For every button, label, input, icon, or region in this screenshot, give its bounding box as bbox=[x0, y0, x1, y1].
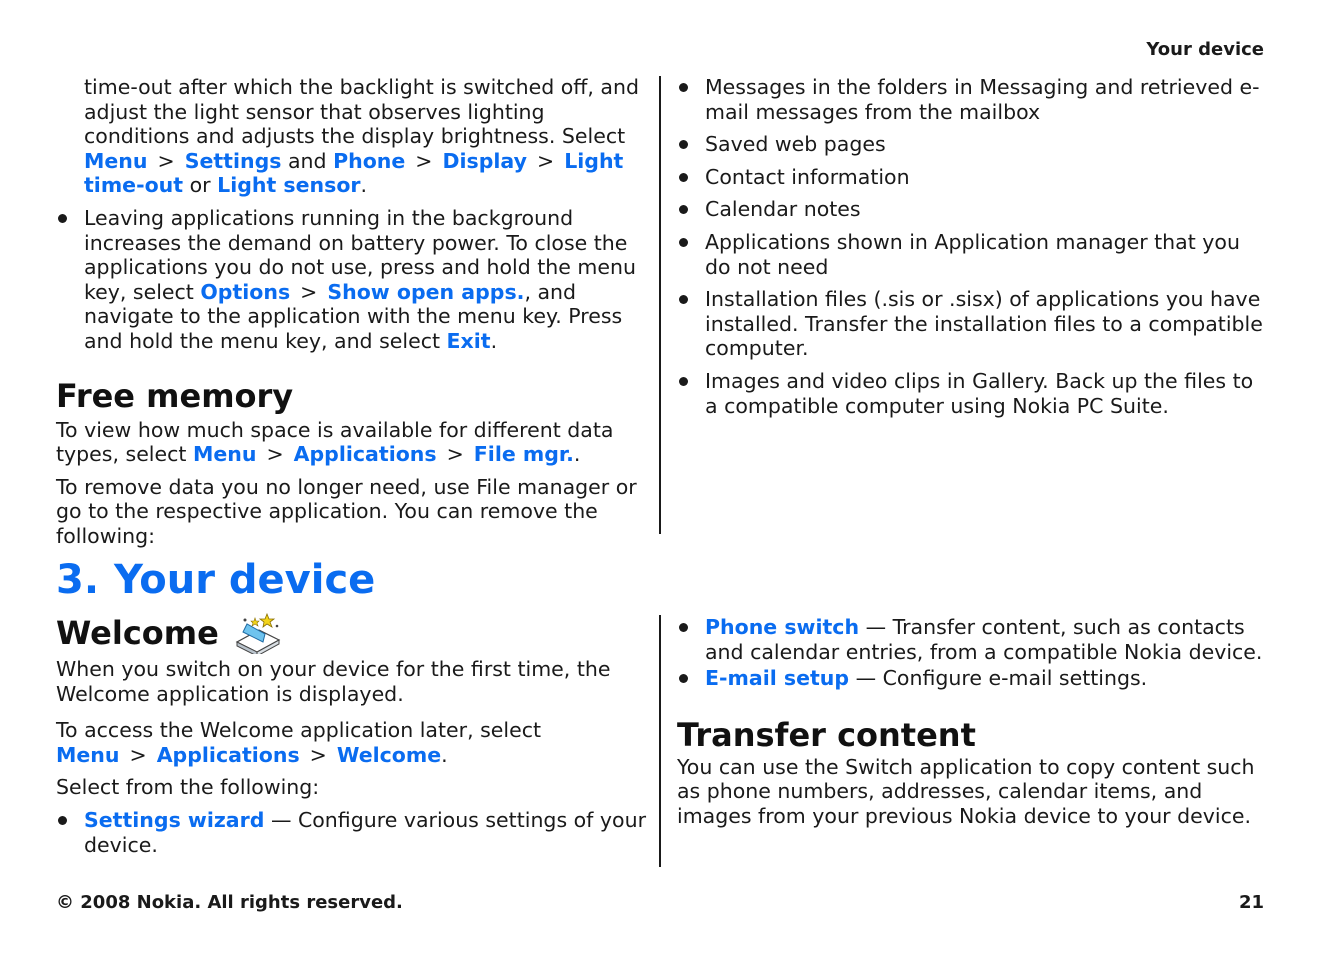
options-link[interactable]: Options bbox=[200, 279, 291, 304]
chapter-heading bbox=[56, 558, 375, 602]
welcome-heading: Welcome bbox=[56, 614, 219, 652]
exit-link[interactable]: Exit bbox=[446, 328, 491, 353]
transfer-content-paragraph: You can use the Switch application to copy content such as phone numbers, addresses, calendar items, and images from your previous Nokia device to your device. bbox=[677, 754, 1255, 828]
remove-data-paragraph: To remove data you no longer need, use File manager or go to the respective application. You can remove the following: bbox=[56, 474, 637, 548]
backlight-paragraph: time-out after which the backlight is switched off, and adjust the light sensor that observes lighting conditions and adjusts the display brightness. Select Menu > Settings and Phone > Display > Light time-out or Light sensor. bbox=[84, 75, 640, 198]
welcome-heading-row bbox=[56, 612, 646, 654]
light-sensor-link[interactable]: Light sensor bbox=[217, 173, 361, 198]
menu-link[interactable]: Menu bbox=[192, 442, 257, 467]
welcome-app-icon bbox=[233, 612, 281, 654]
chapter-number: 3. bbox=[56, 557, 100, 603]
right-bottom-column bbox=[677, 615, 1267, 829]
column-divider bbox=[659, 615, 661, 867]
column-divider bbox=[659, 76, 661, 534]
welcome-link[interactable]: Welcome bbox=[336, 742, 442, 767]
welcome-access-paragraph: To access the Welcome application later, select Menu > Applications > Welcome. bbox=[56, 718, 542, 767]
select-following-text: Select from the following: bbox=[56, 775, 320, 800]
light-timeout-link[interactable]: Light time-out bbox=[84, 148, 624, 198]
list-item: Saved web pages bbox=[677, 132, 1267, 157]
settings-wizard-bullet: Settings wizard — Configure various settings of your device. bbox=[56, 808, 646, 857]
left-top-column bbox=[56, 75, 646, 549]
path-separator: > bbox=[415, 148, 433, 173]
email-setup-link[interactable]: E-mail setup bbox=[705, 666, 850, 691]
path-separator: > bbox=[129, 742, 147, 767]
phone-switch-link[interactable]: Phone switch bbox=[705, 615, 860, 639]
settings-wizard-link[interactable]: Settings wizard bbox=[84, 807, 265, 832]
settings-link[interactable]: Settings bbox=[184, 148, 282, 173]
welcome-paragraph: When you switch on your device for the first time, the Welcome application is displayed. bbox=[56, 657, 611, 706]
page-number: 21 bbox=[1238, 892, 1264, 913]
applications-link[interactable]: Applications bbox=[156, 742, 300, 767]
path-separator: > bbox=[446, 442, 464, 467]
path-separator: > bbox=[300, 279, 318, 304]
list-item: Images and video clips in Gallery. Back up the files to a compatible computer using Nokia PC Suite. bbox=[677, 369, 1267, 418]
transfer-content-heading: Transfer content bbox=[677, 715, 976, 754]
path-separator: > bbox=[537, 148, 555, 173]
right-top-column bbox=[677, 75, 1267, 418]
background-apps-bullet: Leaving applications running in the background increases the demand on battery power. To close the applications you do not use, press and hold the menu key, select Options > Show open apps., and navigate to the application with the menu key. Press and hold the menu key, and select Exit. bbox=[56, 206, 646, 354]
email-setup-bullet: E-mail setup — Configure e-mail settings. bbox=[677, 666, 1267, 691]
list-item: Applications shown in Application manager that you do not need bbox=[677, 230, 1267, 279]
free-memory-heading: Free memory bbox=[56, 376, 294, 415]
welcome-section bbox=[56, 612, 646, 857]
list-item: Installation files (.sis or .sisx) of applications you have installed. Transfer the installation files to a compatible computer. bbox=[677, 287, 1267, 361]
free-memory-paragraph: To view how much space is available for different data types, select Menu > Applications > File mgr.. bbox=[56, 417, 614, 467]
copyright-footer: © 2008 Nokia. All rights reserved. bbox=[56, 892, 403, 913]
file-mgr-link[interactable]: File mgr. bbox=[473, 442, 574, 467]
chapter-title: Your device bbox=[114, 557, 376, 603]
path-separator: > bbox=[157, 148, 175, 173]
path-separator: > bbox=[266, 442, 284, 467]
list-item: Contact information bbox=[677, 165, 1267, 190]
display-link[interactable]: Display bbox=[442, 148, 527, 173]
phone-link[interactable]: Phone bbox=[333, 148, 406, 173]
show-open-apps-link[interactable]: Show open apps. bbox=[327, 279, 525, 304]
list-item: Messages in the folders in Messaging and retrieved e-mail messages from the mailbox bbox=[677, 75, 1267, 124]
path-separator: > bbox=[309, 742, 327, 767]
list-item: Calendar notes bbox=[677, 197, 1267, 222]
running-header: Your device bbox=[1146, 39, 1264, 60]
applications-link[interactable]: Applications bbox=[293, 442, 437, 467]
menu-link[interactable]: Menu bbox=[56, 742, 120, 767]
menu-link[interactable]: Menu bbox=[84, 148, 148, 173]
phone-switch-bullet: Phone switch — Transfer content, such as contacts and calendar entries, from a compatible Nokia device. bbox=[677, 615, 1267, 664]
